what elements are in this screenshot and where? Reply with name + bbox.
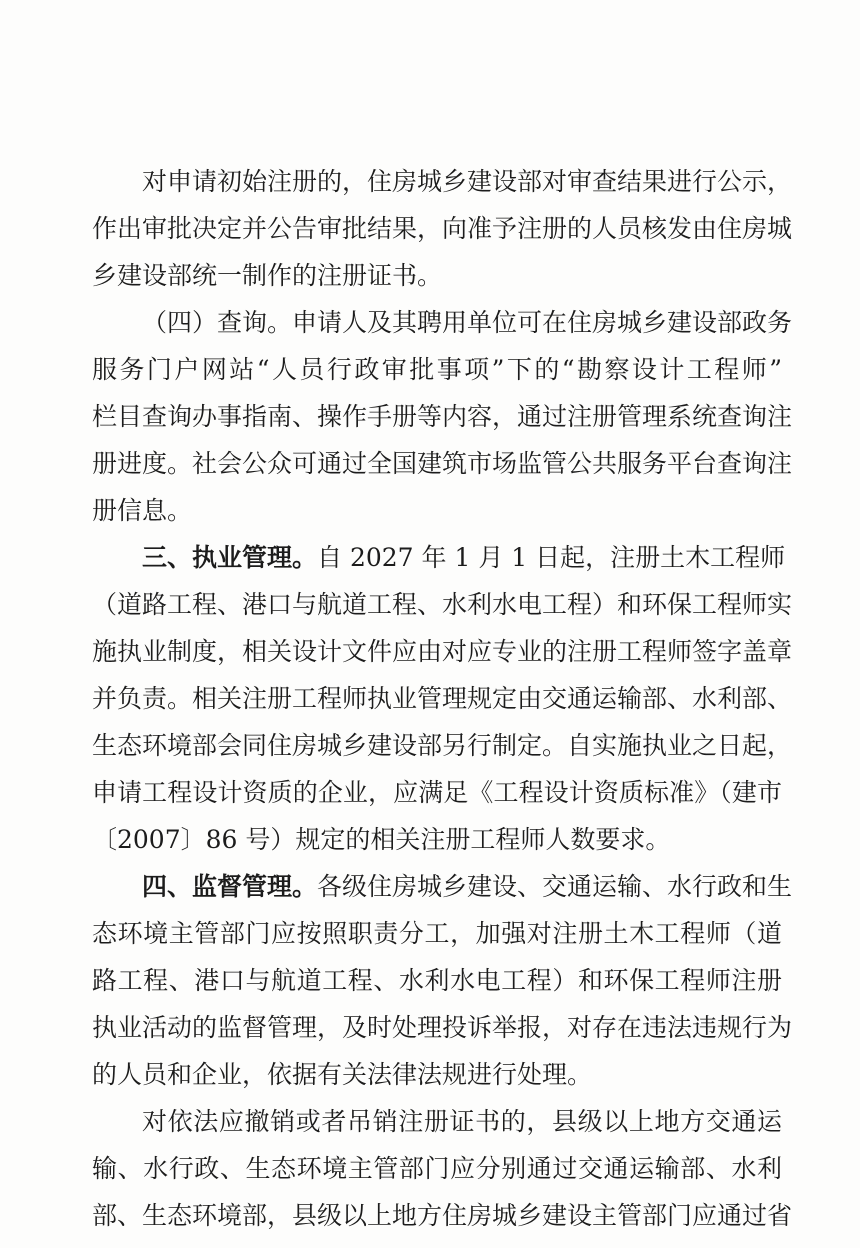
paragraph-line: 输、水行政、生态环境主管部门应分别通过交通运输部、水利 bbox=[92, 1154, 782, 1183]
paragraph-line: 栏目查询办事指南、操作手册等内容，通过注册管理系统查询注 bbox=[92, 402, 793, 431]
paragraph-line: 对依法应撤销或者吊销注册证书的，县级以上地方交通运 bbox=[142, 1107, 782, 1136]
paragraph-line: 对申请初始注册的，住房城乡建设部对审查结果进行公示， bbox=[142, 167, 793, 196]
paragraph-line: 册进度。社会公众可通过全国建筑市场监管公共服务平台查询注 bbox=[92, 449, 793, 478]
paragraph-line: 的人员和企业，依据有关法律法规进行处理。 bbox=[92, 1060, 593, 1089]
paragraph-line: （四）查询。申请人及其聘用单位可在住房城乡建设部政务 bbox=[142, 308, 793, 337]
section-text: 各级住房城乡建设、交通运输、水行政和生 bbox=[317, 872, 793, 901]
section-heading-line bbox=[142, 865, 793, 909]
section-heading: 四、监督管理。 bbox=[142, 872, 318, 901]
section-heading: 三、执业管理。 bbox=[142, 543, 318, 572]
paragraph-line: 乡建设部统一制作的注册证书。 bbox=[92, 261, 443, 290]
paragraph-line: 执业活动的监督管理，及时处理投诉举报，对存在违法违规行为 bbox=[92, 1013, 793, 1042]
paragraph-line: 并负责。相关注册工程师执业管理规定由交通运输部、水利部、 bbox=[92, 684, 793, 713]
paragraph-line: 申请工程设计资质的企业，应满足《工程设计资质标准》（建市 bbox=[92, 778, 782, 807]
paragraph-line: 生态环境部会同住房城乡建设部另行制定。自实施执业之日起， bbox=[92, 731, 793, 760]
paragraph-line: 施执业制度，相关设计文件应由对应专业的注册工程师签字盖章 bbox=[92, 637, 793, 666]
paragraph-line: 服务门户网站“人员行政审批事项”下的“勘察设计工程师” bbox=[92, 355, 782, 384]
paragraph-line: 册信息。 bbox=[92, 496, 193, 525]
section-heading-line bbox=[142, 536, 786, 580]
paragraph-line: 〔2007〕86 号）规定的相关注册工程师人数要求。 bbox=[92, 825, 671, 854]
paragraph-line: 部、生态环境部，县级以上地方住房城乡建设主管部门应通过省 bbox=[92, 1201, 793, 1230]
section-text: 自 2027 年 1 月 1 日起，注册土木工程师 bbox=[317, 543, 786, 572]
paragraph-line: 路工程、港口与航道工程、水利水电工程）和环保工程师注册 bbox=[92, 966, 782, 995]
paragraph-line: 态环境主管部门应按照职责分工，加强对注册土木工程师（道 bbox=[92, 919, 782, 948]
paragraph-line: 作出审批决定并公告审批结果，向准予注册的人员核发由住房城 bbox=[92, 214, 793, 243]
paragraph-line: （道路工程、港口与航道工程、水利水电工程）和环保工程师实 bbox=[92, 590, 793, 619]
